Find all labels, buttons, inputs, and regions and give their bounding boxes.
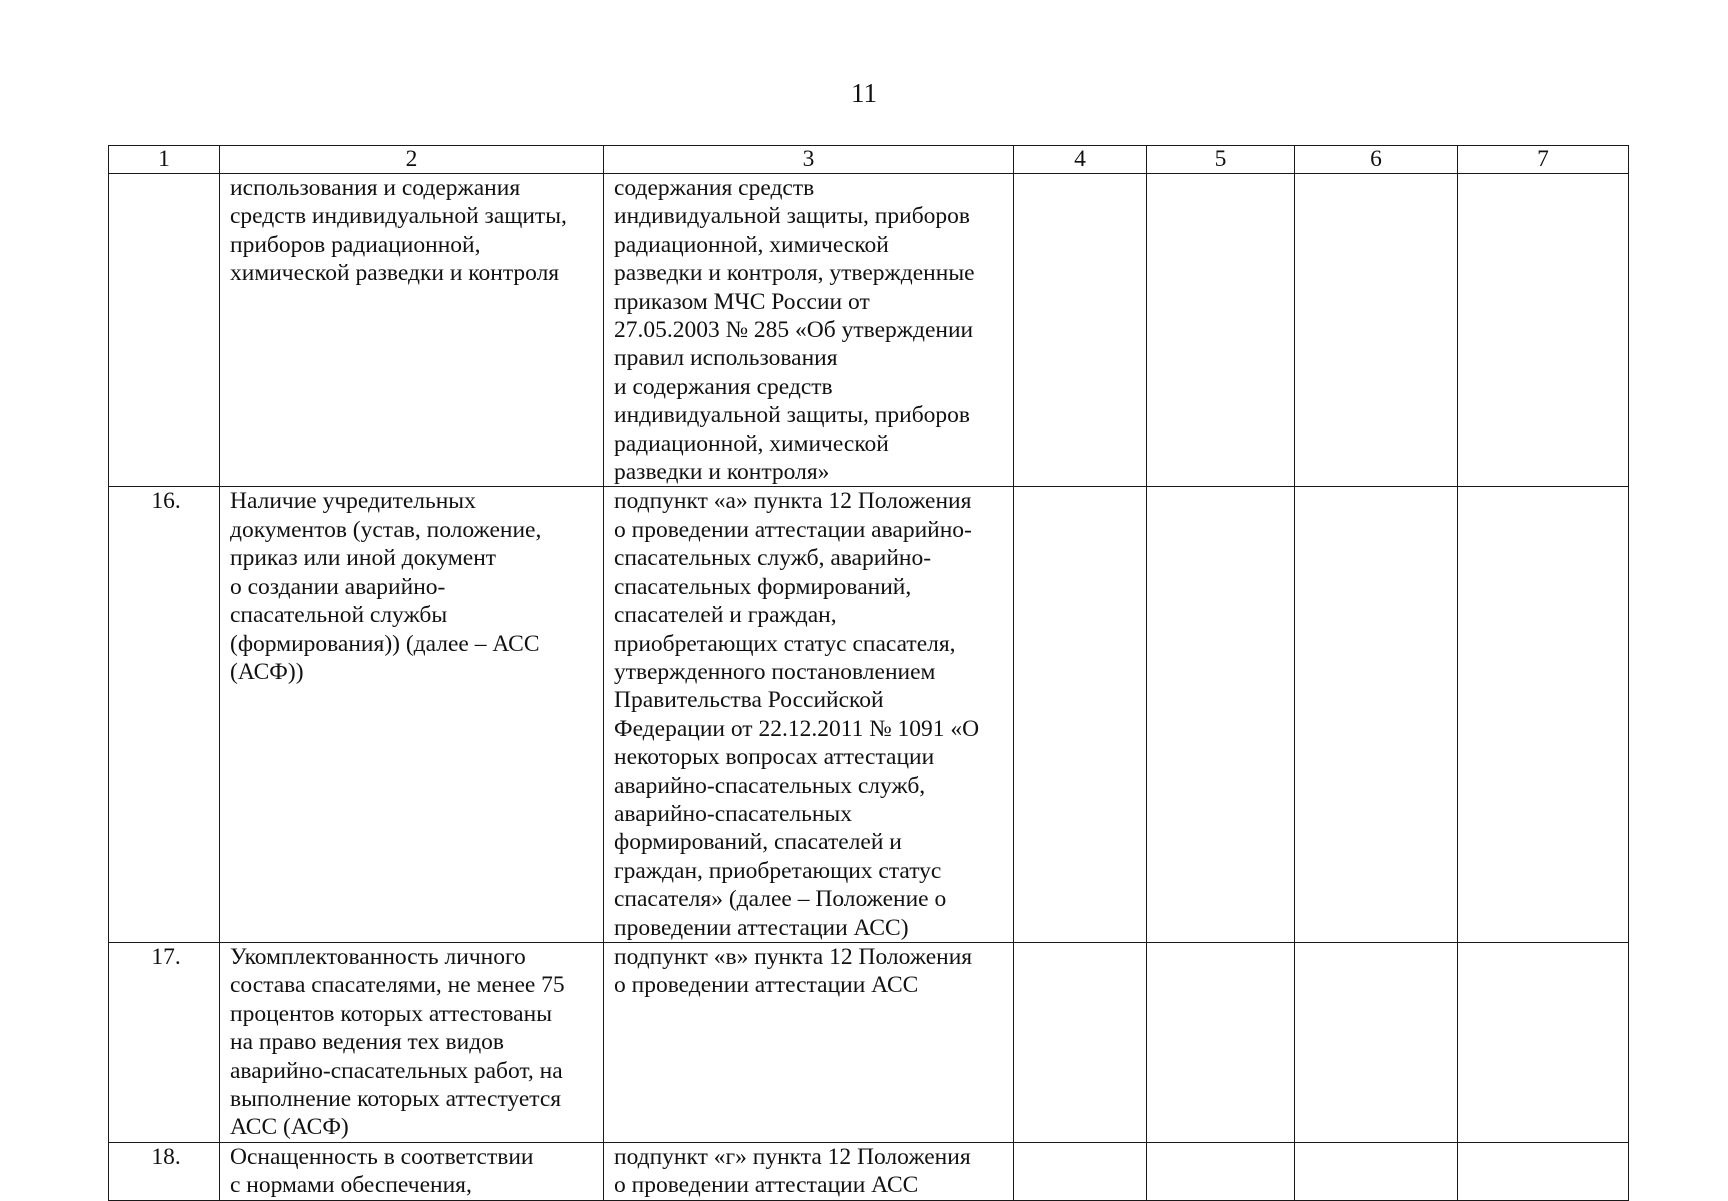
empty-cell bbox=[1014, 1142, 1147, 1200]
empty-cell bbox=[1147, 1142, 1295, 1200]
requirement-text: Наличие учредительных документов (устав, положение, приказ или иной документ о создании аварийно- спасательной службы (формирования)) (далее – АСС (АСФ)) bbox=[230, 488, 542, 685]
row-number: 17. bbox=[109, 942, 220, 1142]
empty-cell bbox=[1295, 1142, 1458, 1200]
reference-cell bbox=[604, 1142, 1014, 1200]
table-row bbox=[109, 487, 1629, 943]
column-header-1: 1 bbox=[109, 146, 220, 174]
column-header-4: 4 bbox=[1014, 146, 1147, 174]
header-row bbox=[109, 146, 1629, 174]
empty-cell bbox=[1295, 942, 1458, 1142]
table-row bbox=[109, 1142, 1629, 1200]
column-header-6: 6 bbox=[1295, 146, 1458, 174]
requirement-text: Оснащенность в соответствии с нормами обеспечения, bbox=[230, 1143, 534, 1199]
table-row bbox=[109, 942, 1629, 1142]
reference-cell bbox=[604, 174, 1014, 487]
column-header-2: 2 bbox=[220, 146, 604, 174]
requirement-cell bbox=[220, 487, 604, 943]
row-number: 18. bbox=[109, 1142, 220, 1200]
reference-text: подпункт «г» пункта 12 Положения о проведении аттестации АСС bbox=[614, 1143, 971, 1199]
requirement-text: использования и содержания средств индивидуальной защиты, приборов радиационной, химической разведки и контроля bbox=[230, 175, 567, 287]
table-row bbox=[109, 174, 1629, 487]
checklist-table bbox=[108, 145, 1629, 1201]
empty-cell bbox=[1014, 487, 1147, 943]
column-header-7: 7 bbox=[1458, 146, 1629, 174]
row-number bbox=[109, 174, 220, 487]
reference-text: подпункт «в» пункта 12 Положения о проведении аттестации АСС bbox=[614, 943, 973, 999]
column-header-3: 3 bbox=[604, 146, 1014, 174]
empty-cell bbox=[1295, 174, 1458, 487]
requirement-cell bbox=[220, 942, 604, 1142]
empty-cell bbox=[1458, 487, 1629, 943]
requirement-cell bbox=[220, 174, 604, 487]
empty-cell bbox=[1147, 487, 1295, 943]
empty-cell bbox=[1458, 1142, 1629, 1200]
empty-cell bbox=[1295, 487, 1458, 943]
column-header-5: 5 bbox=[1147, 146, 1295, 174]
empty-cell bbox=[1014, 174, 1147, 487]
empty-cell bbox=[1458, 174, 1629, 487]
reference-cell bbox=[604, 487, 1014, 943]
empty-cell bbox=[1458, 942, 1629, 1142]
page-number: 11 bbox=[851, 78, 877, 108]
empty-cell bbox=[1147, 942, 1295, 1142]
empty-cell bbox=[1147, 174, 1295, 487]
empty-cell bbox=[1014, 942, 1147, 1142]
requirement-text: Укомплектованность личного состава спасателями, не менее 75 процентов которых аттестованы на право ведения тех видов аварийно-спасательных работ, на выполнение которых аттестуется АСС (АСФ) bbox=[230, 943, 565, 1141]
reference-text: содержания средств индивидуальной защиты, приборов радиационной, химической разведки и контроля, утвержденные приказом МЧС России от 27.05.2003 № 285 «Об утверждении правил использования и содержания средств индивидуальной защиты, приборов радиационной, химической разведки и контроля» bbox=[614, 175, 975, 486]
reference-text: подпункт «а» пункта 12 Положения о проведении аттестации аварийно- спасательных служб, аварийно- спасательных формирований, спасателей и граждан, приобретающих статус спасателя, утвержденного постановлением Правительства Российской Федерации от 22.12.2011 № 1091 «О некоторых вопросах аттестации аварийно-спасательных служб, аварийно-спасательных формирований, спасателей и граждан, приобретающих статус спасателя» (далее – Положение о проведении аттестации АСС) bbox=[614, 488, 980, 941]
row-number: 16. bbox=[109, 487, 220, 943]
reference-cell bbox=[604, 942, 1014, 1142]
requirement-cell bbox=[220, 1142, 604, 1200]
